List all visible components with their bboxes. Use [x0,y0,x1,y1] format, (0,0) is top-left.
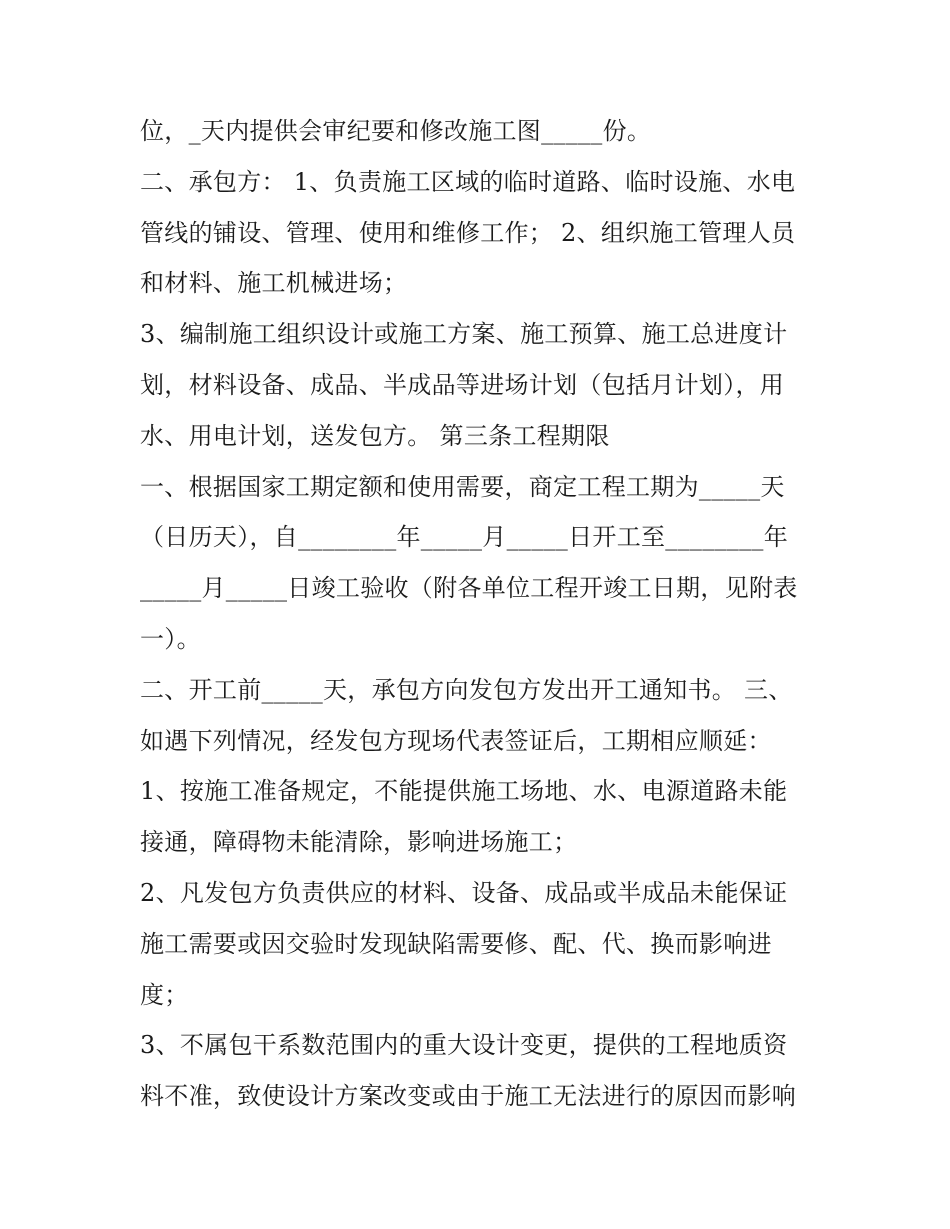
text-line-9: （日历天），自________年_____月_____日开工至________年 [140,523,788,552]
text-line-8: 一、根据国家工期定额和使用需要，商定工程工期为_____天 [140,472,785,501]
text-line-10: _____月_____日竣工验收（附各单位工程开竣工日期，见附表 [140,574,798,603]
text-line-17: 施工需要或因交验时发现缺陷需要修、配、代、换而影响进 [140,929,772,958]
text-line-20: 料不准，致使设计方案改变或由于施工无法进行的原因而影响 [140,1082,797,1111]
text-line-16: 2、凡发包方负责供应的材料、设备、成品或半成品未能保证 [140,878,788,907]
text-line-18: 度； [140,980,189,1009]
text-line-19: 3、不属包干系数范围内的重大设计变更，提供的工程地质资 [140,1031,788,1060]
text-line-11: 一）。 [140,624,201,653]
text-line-1: 位，_天内提供会审纪要和修改施工图_____份。 [140,117,652,145]
contract-text [140,106,830,1122]
text-line-13: 如遇下列情况，经发包方现场代表签证后，工期相应顺延： [140,726,772,755]
text-line-14: 1、按施工准备规定，不能提供施工场地、水、电源道路未能 [140,777,788,806]
text-line-15: 接通，障碍物未能清除，影响进场施工； [140,828,578,857]
text-line-5: 3、编制施工组织设计或施工方案、施工预算、施工总进度计 [140,320,788,349]
text-line-3: 管线的铺设、管理、使用和维修工作； 2、组织施工管理人员 [140,218,796,247]
text-line-2: 二、承包方： 1、负责施工区域的临时道路、临时设施、水电 [140,167,796,196]
text-line-6: 划，材料设备、成品、半成品等进场计划（包括月计划），用 [140,370,785,399]
text-line-7: 水、用电计划，送发包方。 第三条工程期限 [140,421,610,450]
text-line-4: 和材料、施工机械进场； [140,269,408,298]
text-line-12: 二、开工前_____天，承包方向发包方发出开工通知书。 三、 [140,675,793,704]
